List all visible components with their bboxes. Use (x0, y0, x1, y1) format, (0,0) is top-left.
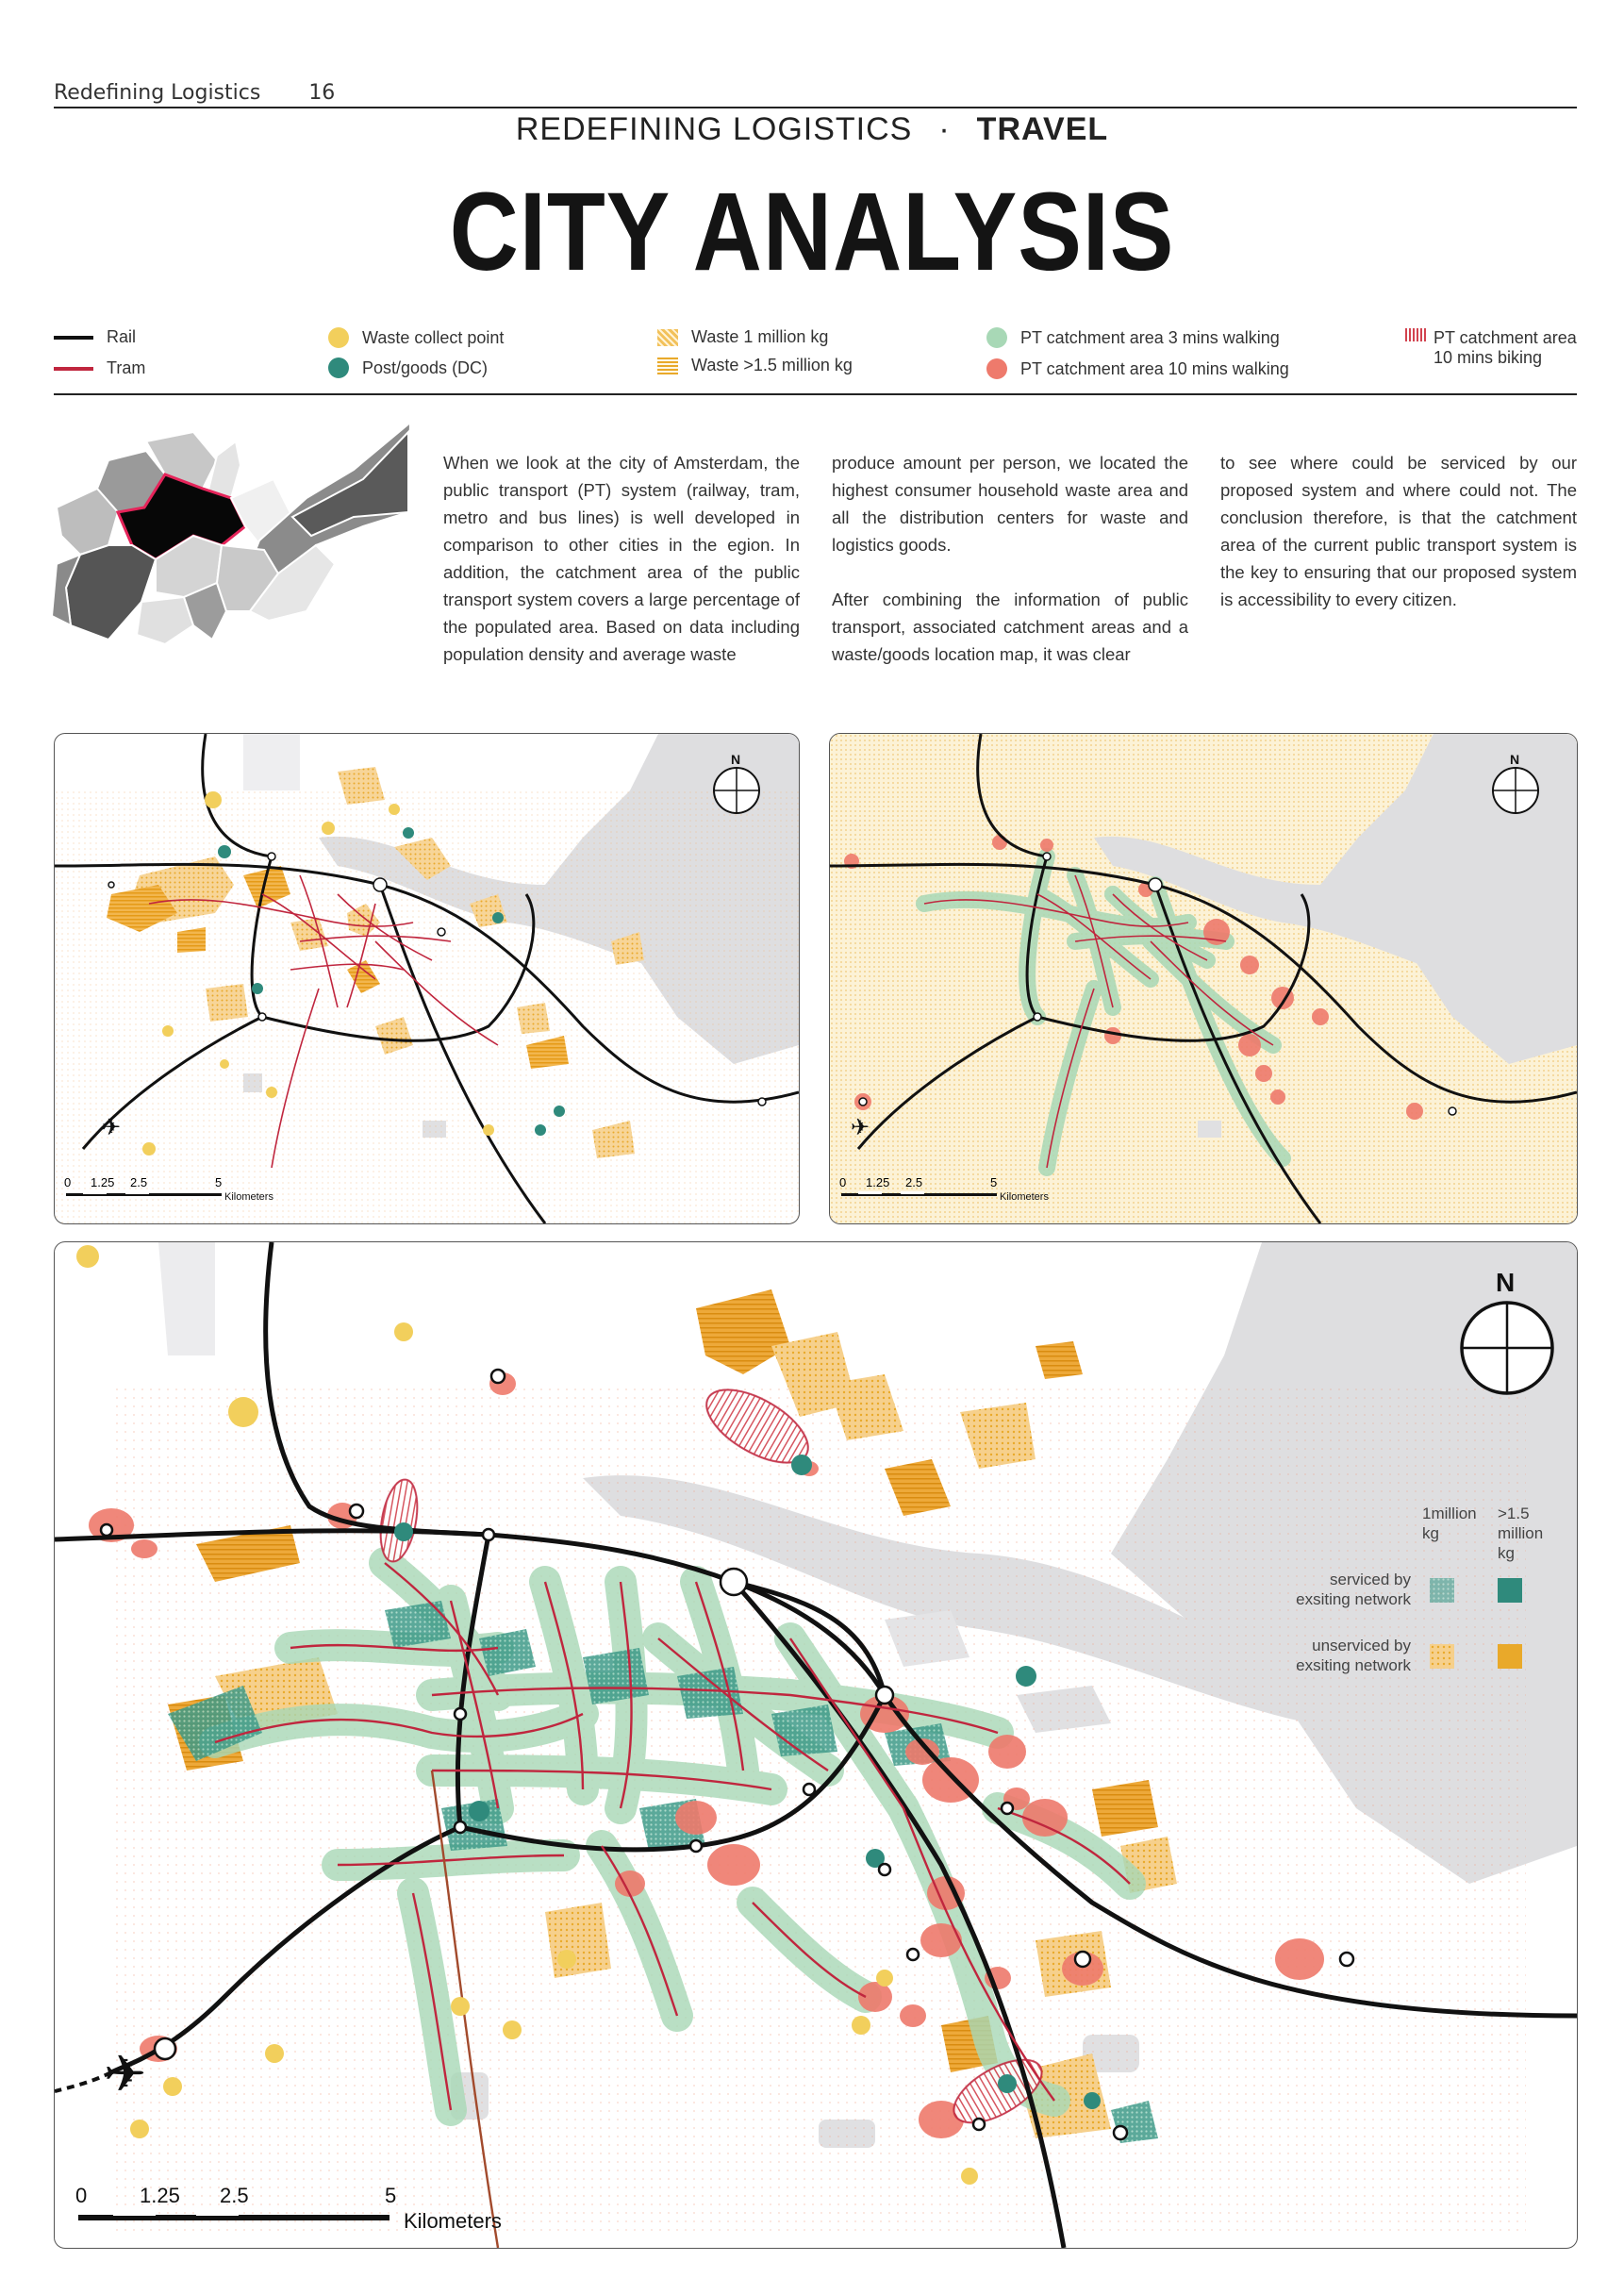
map2-scale-1: 1.25 (866, 1175, 890, 1189)
map2-scale-unit: Kilometers (1000, 1191, 1049, 1203)
big-legend-col2-line3: kg (1498, 1544, 1515, 1562)
body-col1-text: When we look at the city of Amsterdam, the public transport (PT) system (railway, tram, metro and bus lines) is well developed in comparison to other cities in the egion. In addition, the catchment area of the public transport system covers a large percentage of the populated area. Based on data including population density and average waste (443, 453, 800, 664)
eyebrow-separator: · (938, 111, 951, 147)
big-scale-5: 5 (385, 2184, 397, 2207)
big-map-biking-catchment (111, 1384, 1526, 2233)
map1-scale-0: 0 (64, 1175, 72, 1189)
legend-pt-3min (986, 327, 1280, 348)
map1-north-label: N (731, 752, 741, 767)
waste-1-5m-hatch-icon (657, 357, 678, 374)
map1-scale-unit: Kilometers (224, 1191, 273, 1203)
big-legend-serviced-line1: serviced by (1330, 1571, 1411, 1588)
map1-airport-icon: ✈ (102, 1115, 122, 1140)
big-legend-serviced-line2: exsiting network (1296, 1590, 1411, 1608)
legend-pt-10min (986, 358, 1289, 379)
map1-scale-2: 2.5 (130, 1175, 148, 1189)
map-pt-catchment (829, 733, 1578, 1224)
body-column-1 (443, 449, 800, 695)
legend-pt-3min-label: PT catchment area 3 mins walking (1020, 327, 1280, 347)
map-combined-analysis (54, 1241, 1578, 2249)
legend-pt-bike-line2: 10 mins biking (1433, 348, 1543, 367)
rail-line-icon (54, 336, 93, 340)
running-title: Redefining Logistics (54, 81, 261, 105)
legend-tram (54, 358, 145, 378)
map2-scale-2: 2.5 (905, 1175, 923, 1189)
big-map-north-label: N (1496, 1268, 1516, 1297)
legend-waste-point (328, 327, 504, 348)
map-waste-and-transit (54, 733, 800, 1224)
running-header (54, 81, 335, 105)
body-col2-para2: After combining the information of public transport, associated catchment areas and a waste/goods location map, it was clear (832, 590, 1188, 664)
map1-scale-1: 1.25 (91, 1175, 115, 1189)
map2-airport-icon: ✈ (851, 1115, 870, 1140)
legend-waste-point-label: Waste collect point (362, 327, 505, 347)
pt-bike-hatch-icon (1405, 328, 1428, 341)
legend-unserviced-1m-swatch (1430, 1644, 1454, 1669)
legend-waste-1-5m (657, 356, 853, 375)
legend-serviced-1-5m-swatch (1498, 1578, 1522, 1603)
legend-unserviced-1-5m-swatch (1498, 1644, 1522, 1669)
map1-scale-5: 5 (215, 1175, 223, 1189)
legend-pt-bike-line1: PT catchment area (1433, 328, 1577, 347)
tram-line-icon (54, 367, 93, 371)
waste-1m-hatch-icon (657, 329, 678, 346)
body-column-3 (1220, 449, 1577, 640)
big-legend-col2-line1: >1.5 (1498, 1505, 1530, 1522)
legend-post-goods (328, 357, 488, 378)
legend-waste-1m (657, 327, 828, 347)
legend-tram-label: Tram (107, 358, 146, 377)
legend-waste-1-5m-label: Waste >1.5 million kg (691, 356, 853, 374)
region-locator-map (52, 423, 410, 658)
eyebrow-series: REDEFINING LOGISTICS (515, 111, 913, 147)
big-scale-unit: Kilometers (404, 2209, 502, 2233)
waste-point-dot-icon (328, 327, 349, 348)
eyebrow-section: TRAVEL (976, 111, 1109, 147)
legend-waste-1m-label: Waste 1 million kg (691, 327, 829, 346)
pt-10min-dot-icon (986, 358, 1007, 379)
big-legend-unserviced-line1: unserviced by (1312, 1637, 1411, 1654)
legend-post-goods-label: Post/goods (DC) (362, 357, 489, 377)
body-col2-para1: produce amount per person, we located the highest consumer household waste area and all the distribution centers for waste and logistics goods. (832, 453, 1188, 555)
legend-pt-10min-label: PT catchment area 10 mins walking (1020, 358, 1289, 378)
legend-serviced-1m-swatch (1430, 1578, 1454, 1603)
pt-3min-dot-icon (986, 327, 1007, 348)
big-scale-2: 2.5 (220, 2184, 249, 2207)
page-title: CITY ANALYSIS (449, 170, 1175, 294)
region-map-districts (52, 423, 410, 644)
big-scale-1: 1.25 (140, 2184, 180, 2207)
big-legend-col2-line2: million (1498, 1524, 1544, 1542)
big-legend-unserviced-line2: exsiting network (1296, 1656, 1411, 1674)
page-number: 16 (308, 81, 336, 105)
body-col3-text: to see where could be serviced by our proposed system and where could not. The conclusion therefore, is that the catchment area of the current public transport system is the key to ensuring that our proposed system is accessibility to every citizen. (1220, 453, 1577, 609)
big-scale-0: 0 (75, 2184, 88, 2207)
legend-pt-bike (1405, 328, 1577, 368)
map2-scale-5: 5 (990, 1175, 998, 1189)
header-divider (54, 107, 1577, 108)
big-map-airport-icon: ✈ (104, 2046, 147, 2103)
legend-rail (54, 327, 136, 347)
map2-north-label: N (1510, 752, 1520, 767)
legend-rail-label: Rail (107, 327, 137, 346)
legend-divider (54, 393, 1577, 395)
section-eyebrow (0, 111, 1624, 148)
post-goods-dot-icon (328, 357, 349, 378)
big-legend-col1-line1: 1million (1422, 1505, 1477, 1522)
body-column-2 (832, 449, 1188, 695)
big-legend-col1-line2: kg (1422, 1524, 1439, 1542)
map2-scale-0: 0 (839, 1175, 847, 1189)
big-map-airport-link (55, 2072, 111, 2091)
map1-waste-areas (55, 767, 799, 1223)
